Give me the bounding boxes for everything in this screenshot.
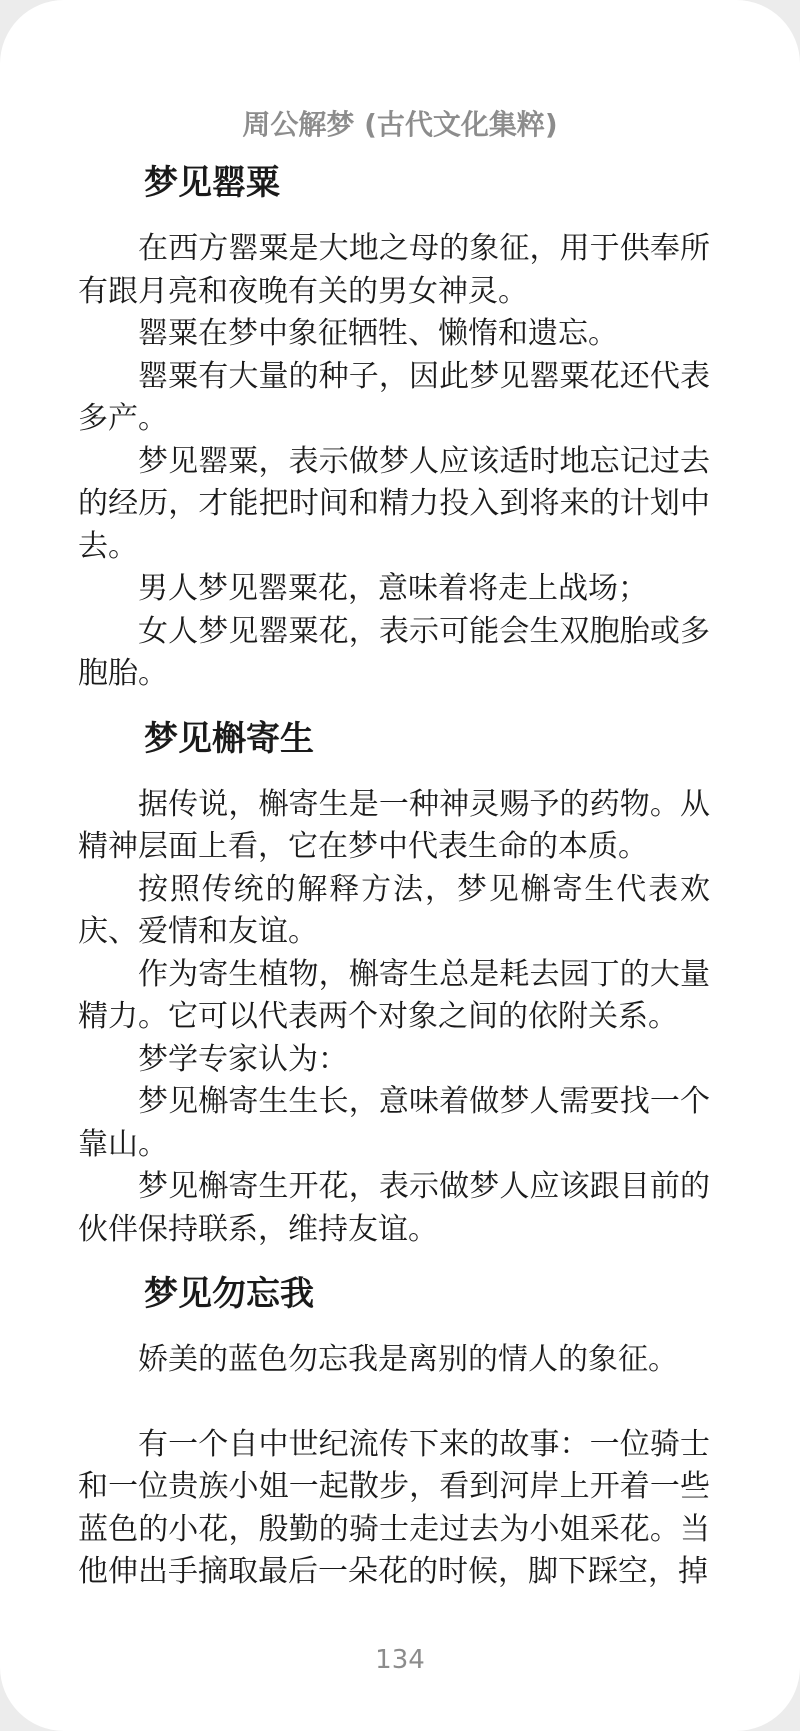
section-heading: 梦见槲寄生: [144, 718, 314, 759]
paragraph: 梦见槲寄生生长，意味着做梦人需要找一个靠山。: [78, 1084, 710, 1162]
paragraph: 梦学专家认为：: [138, 1041, 348, 1077]
section-mistletoe: [78, 714, 710, 1252]
page-number: 134: [375, 1645, 425, 1675]
paragraph: 娇美的蓝色勿忘我是离别的情人的象征。: [138, 1342, 678, 1377]
paragraph: 作为寄生植物，槲寄生总是耗去园丁的大量精力。它可以代表两个对象之间的依附关系。: [78, 956, 710, 1034]
section-heading: 梦见勿忘我: [144, 1274, 314, 1314]
paragraph: 女人梦见罂粟花，表示可能会生双胞胎或多胞胎。: [78, 613, 710, 691]
paragraph: 梦见罂粟，表示做梦人应该适时地忘记过去的经历，才能把时间和精力投入到将来的计划中去。: [78, 443, 710, 564]
paragraph: 罂粟有大量的种子，因此梦见罂粟花还代表多产。: [78, 358, 710, 436]
paragraph: 在西方罂粟是大地之母的象征，用于供奉所有跟月亮和夜晚有关的男女神灵。: [78, 231, 710, 309]
paragraph: 据传说，槲寄生是一种神灵赐予的药物。从精神层面上看，它在梦中代表生命的本质。: [78, 786, 710, 864]
paragraph: 罂粟在梦中象征牺牲、懒惰和遗忘。: [138, 316, 618, 351]
paragraph: 梦见槲寄生开花，表示做梦人应该跟目前的伙伴保持联系，维持友谊。: [78, 1169, 710, 1247]
section-poppy: [78, 158, 710, 696]
book-title-header: 周公解梦 (古代文化集粹): [242, 108, 558, 141]
paragraph: 男人梦见罂粟花，意味着将走上战场；: [138, 571, 648, 606]
paragraph: 按照传统的解释方法，梦见槲寄生代表欢庆、爱情和友谊。: [78, 871, 710, 949]
paragraph-spacer: [78, 1382, 710, 1424]
paragraph: 有一个自中世纪流传下来的故事：一位骑士和一位贵族小姐一起散步，看到河岸上开着一些蓝色的小花，殷勤的骑士走过去为小姐采花。当他伸出手摘取最后一朵花的时候，脚下踩空，掉: [78, 1426, 710, 1589]
section-forget-me-not: [78, 1269, 710, 1594]
page-content: [78, 158, 710, 1612]
section-heading: 梦见罂粟: [144, 163, 280, 203]
